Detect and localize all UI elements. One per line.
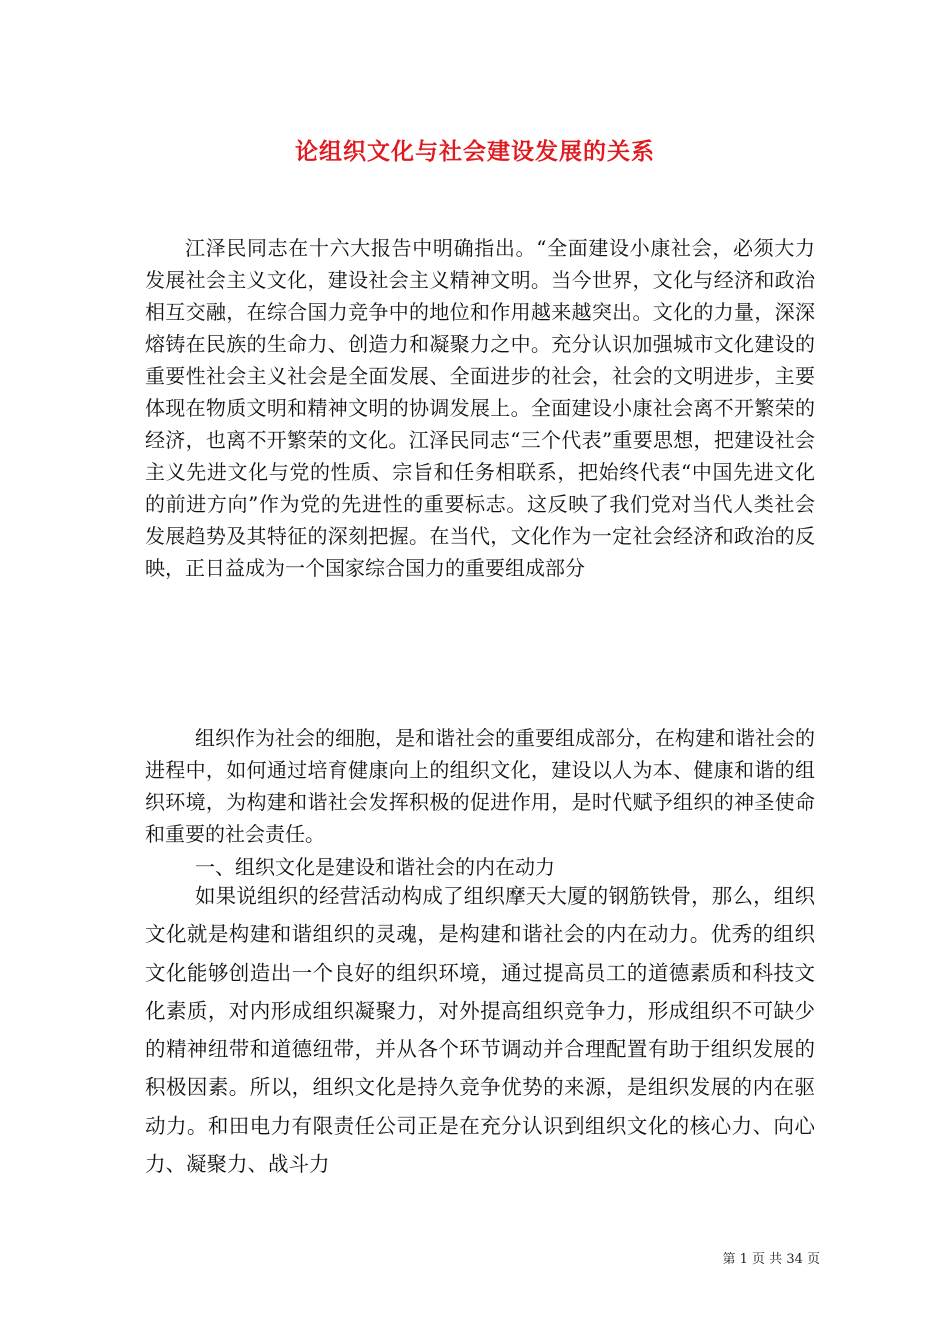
page-number-footer: 第 1 页 共 34 页 xyxy=(722,1252,820,1267)
document-title: 论组织文化与社会建设发展的关系 xyxy=(295,138,655,165)
paragraph-1: 江泽民同志在十六大报告中明确指出。“全面建设小康社会，必须大力发展社会主义文化，建设社会主义精神文明。当今世界，文化与经济和政治相互交融，在综合国力竞争中的地位和作用越来越突出。文化的力量，深深熔铸在民族的生命力、创造力和凝聚力之中。充分认识加强城市文化建设的重要性社会主义社会是全面发展、全面进步的社会，社会的文明进步，主要体现在物质文明和精神文明的协调发展上。全面建设小康社会离不开繁荣的经济，也离不开繁荣的文化。江泽民同志“三个代表”重要思想，把建设社会主义先进文化与党的性质、宗旨和任务相联系，把始终代表“中国先进文化的前进方向”作为党的先进性的重要标志。这反映了我们党对当代人类社会发展趋势及其特征的深刻把握。在当代，文化作为一定社会经济和政治的反映，正日益成为一个国家综合国力的重要组成部分 xyxy=(145,236,815,580)
paragraph-3: 如果说组织的经营活动构成了组织摩天大厦的钢筋铁骨，那么，组织文化就是构建和谐组织的灵魂，是构建和谐社会的内在动力。优秀的组织文化能够创造出一个良好的组织环境，通过提高员工的道德素质和科技文化素质，对内形成组织凝聚力，对外提高组织竞争力，形成组织不可缺少的精神纽带和道德纽带，并从各个环节调动并合理配置有助于组织发展的积极因素。所以，组织文化是持久竞争优势的来源，是组织发展的内在驱动力。和田电力有限责任公司正是在充分认识到组织文化的核心力、向心力、凝聚力、战斗力 xyxy=(145,884,815,1177)
section-heading: 一、组织文化是建设和谐社会的内在动力 xyxy=(195,855,555,879)
paragraph-2: 组织作为社会的细胞，是和谐社会的重要组成部分，在构建和谐社会的进程中，如何通过培育健康向上的组织文化，建设以人为本、健康和谐的组织环境，为构建和谐社会发挥积极的促进作用，是时代赋予组织的神圣使命和重要的社会责任。 xyxy=(145,726,815,846)
